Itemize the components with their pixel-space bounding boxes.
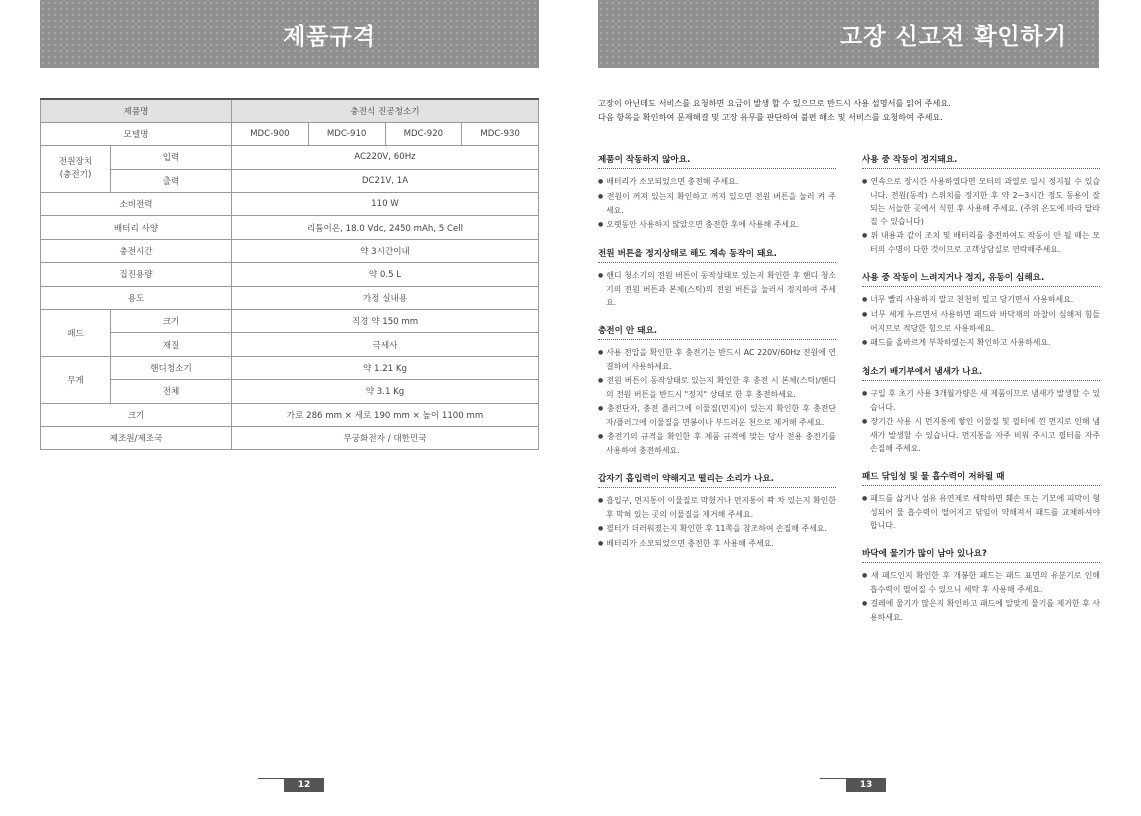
- table-row: [41, 216, 539, 239]
- list-item: ● 장기간 사용 시 먼지통에 쌓인 이물질 및 필터에 낀 먼지로 인해 냄새가 발생할 수 있습니다. 먼지통을 자주 비워 주시고 필터를 자주 손질해 주세요.: [862, 415, 1100, 455]
- pad-material-label: 재질: [111, 333, 232, 356]
- weight-handy-label: 핸디청소기: [111, 356, 232, 379]
- maker-value: 무궁화전자 / 대한민국: [232, 426, 539, 449]
- power-group-label: 전원장치 (충전기): [41, 146, 111, 193]
- list-item: ● 핸디 청소기의 전원 버튼이 동작상태로 있는지 확인한 후 핸디 청소기의 전원 버튼과 본체(스틱)의 전원 버튼을 눌러서 정지하여 주세요.: [598, 269, 836, 309]
- model-910: MDC-910: [308, 122, 385, 145]
- bullet-list: [862, 175, 1100, 256]
- output-label: 출력: [111, 169, 232, 192]
- troubleshoot-section: [862, 547, 1100, 624]
- section-heading: 청소기 배기부에서 냄새가 나요.: [862, 365, 1100, 381]
- troubleshoot-section: [598, 324, 836, 457]
- usage-value: 가정 실내용: [232, 286, 539, 309]
- table-row: [41, 146, 539, 169]
- size-label: 크기: [41, 403, 232, 426]
- battery-value: 리튬이온, 18.0 Vdc, 2450 mAh, 5 Cell: [232, 216, 539, 239]
- table-row: [41, 263, 539, 286]
- product-name-label: 제품명: [41, 99, 232, 122]
- spec-table: [40, 98, 539, 450]
- bullet-list: [862, 293, 1100, 350]
- troubleshoot-section: [598, 472, 836, 551]
- troubleshoot-section: [862, 470, 1100, 532]
- page-number: 13: [846, 778, 886, 792]
- troubleshoot-section: [598, 153, 836, 232]
- page-number-right: [820, 778, 886, 792]
- list-item: ● 배터리가 소모되었으면 충전해 주세요.: [598, 175, 836, 189]
- list-item: ● 너무 세게 누르면서 사용하면 패드와 바닥재의 마찰이 심해져 힘들어지므로 적당한 힘으로 사용하세요.: [862, 308, 1100, 335]
- power-consumption-value: 110 W: [232, 193, 539, 216]
- dust-capacity-value: 약 0.5 L: [232, 263, 539, 286]
- weight-total-label: 전체: [111, 380, 232, 403]
- intro-line: 다음 항목을 확인하여 문제해결 및 고장 유무를 판단하여 불편 해소 및 서비스를 요청하여 주세요.: [598, 112, 943, 122]
- table-row: [41, 310, 539, 333]
- pad-group-label: 패드: [41, 310, 111, 357]
- maker-label: 제조원/제조국: [41, 426, 232, 449]
- troubleshoot-title-banner: [598, 0, 1099, 68]
- table-row: [41, 356, 539, 379]
- list-item: ● 필터가 더러워졌는지 확인한 후 11쪽을 참조하여 손질해 주세요.: [598, 522, 836, 536]
- usage-label: 용도: [41, 286, 232, 309]
- section-heading: 제품이 작동하지 않아요.: [598, 153, 836, 169]
- section-heading: 갑자기 흡입력이 약해지고 떨리는 소리가 나요.: [598, 472, 836, 488]
- weight-total-value: 약 3.1 Kg: [232, 380, 539, 403]
- list-item: ● 흡입구, 먼지통이 이물질로 막혔거나 먼지통이 꽉 차 있는지 확인한 후 막혀 있는 곳의 이물질을 제거해 주세요.: [598, 494, 836, 521]
- model-930: MDC-930: [462, 122, 539, 145]
- pad-size-label: 크기: [111, 310, 232, 333]
- list-item: ● 너무 빨리 사용하지 말고 천천히 밀고 당기면서 사용하세요.: [862, 293, 1100, 307]
- list-item: ● 사용 전압을 확인한 후 충전기는 반드시 AC 220V/60Hz 전원에 연결하여 사용하세요.: [598, 346, 836, 373]
- list-item: ● 전원 버튼이 동작상태로 있는지 확인한 후 충전 시 본체(스틱)/핸디의 전원 버튼을 반드시 "정지" 상태로 한 후 충전하세요.: [598, 374, 836, 401]
- table-row: [41, 426, 539, 449]
- troubleshoot-section: [862, 153, 1100, 256]
- dust-capacity-label: 집진용량: [41, 263, 232, 286]
- bullet-list: [862, 492, 1100, 532]
- troubleshoot-column-right: [862, 153, 1100, 639]
- list-item: ● 위 내용과 같이 조치 및 배터리를 충전하여도 작동이 안 될 때는 모터의 수명이 다한 것이므로 고객상담실로 연락해주세요.: [862, 229, 1100, 256]
- charge-time-label: 충전시간: [41, 239, 232, 262]
- bullet-list: [862, 387, 1100, 455]
- intro-line: 고장이 아닌데도 서비스를 요청하면 요금이 발생 할 수 있으므로 반드시 사용 설명서를 읽어 주세요.: [598, 98, 951, 108]
- table-row: [41, 333, 539, 356]
- section-heading: 사용 중 작동이 느려지거나 정지, 유동이 심해요.: [862, 271, 1100, 287]
- input-label: 입력: [111, 146, 232, 169]
- troubleshoot-section: [598, 247, 836, 309]
- model-920: MDC-920: [385, 122, 462, 145]
- pad-material-value: 극세사: [232, 333, 539, 356]
- model-label: 모델명: [41, 122, 232, 145]
- list-item: ● 오랫동안 사용하지 않았으면 충전한 후에 사용해 주세요.: [598, 218, 836, 232]
- section-heading: 전원 버튼을 정지상태로 해도 계속 동작이 돼요.: [598, 247, 836, 263]
- troubleshoot-section: [862, 365, 1100, 455]
- intro-text: [598, 96, 1103, 124]
- section-heading: 사용 중 작동이 정지돼요.: [862, 153, 1100, 169]
- table-row: [41, 380, 539, 403]
- list-item: ● 충전기의 규격을 확인한 후 제품 규격에 맞는 당사 전용 충전기를 사용하여 충전하세요.: [598, 430, 836, 457]
- section-heading: 충전이 안 돼요.: [598, 324, 836, 340]
- bullet-list: [598, 269, 836, 309]
- table-row: [41, 286, 539, 309]
- section-heading: 패드 닦임성 및 물 흡수력이 저하될 때: [862, 470, 1100, 486]
- page-number-rule: [258, 778, 324, 779]
- battery-label: 배터리 사양: [41, 216, 232, 239]
- list-item: ● 패드를 삶거나 섬유 유연제로 세탁하면 훼손 또는 기모에 피막이 형성되어 물 흡수력이 떨어지고 닦임이 약해져서 패드를 교체하셔야 합니다.: [862, 492, 1100, 532]
- page-title: 고장 신고전 확인하기: [840, 23, 1067, 50]
- weight-group-label: 무게: [41, 356, 111, 403]
- input-value: AC220V, 60Hz: [232, 146, 539, 169]
- list-item: ● 구입 후 초기 사용 3개월가량은 새 제품이므로 냄새가 발생할 수 있습니다.: [862, 387, 1100, 414]
- bullet-list: [598, 494, 836, 551]
- bullet-list: [862, 569, 1100, 624]
- pad-size-value: 직경 약 150 mm: [232, 310, 539, 333]
- page-title: 제품규격: [283, 23, 376, 50]
- bullet-list: [598, 175, 836, 232]
- table-row: [41, 239, 539, 262]
- list-item: ● 걸레에 물기가 많은지 확인하고 패드에 알맞게 물기를 제거한 후 사용하세요.: [862, 597, 1100, 624]
- list-item: ● 연속으로 장시간 사용하였다면 모터의 과열로 일시 정지될 수 있습니다. 전원(동작) 스위치를 정지한 후 약 2~3시간 정도 동용이 잘되는 서늘한 곳에서 식힌 후 사용해 주세요. (주위 온도에 따라 달라질 수 있습니다): [862, 175, 1100, 228]
- table-row: [41, 403, 539, 426]
- table-row: [41, 193, 539, 216]
- list-item: ● 전원이 꺼져 있는지 확인하고 꺼져 있으면 전원 버튼을 눌러 켜 주세요.: [598, 190, 836, 217]
- list-item: ● 새 패드인지 확인한 후 개봉한 패드는 패드 표면의 유분기로 인해 흡수력이 떨어질 수 있으니 세탁 후 사용해 주세요.: [862, 569, 1100, 596]
- troubleshoot-section: [862, 271, 1100, 350]
- model-900: MDC-900: [232, 122, 309, 145]
- power-consumption-label: 소비전력: [41, 193, 232, 216]
- product-name-value: 충전식 진공청소기: [232, 99, 539, 122]
- table-row: [41, 99, 539, 122]
- page-number-left: [258, 778, 324, 792]
- charge-time-value: 약 3시간이내: [232, 239, 539, 262]
- output-value: DC21V, 1A: [232, 169, 539, 192]
- list-item: ● 배터리가 소모되었으면 충전한 후 사용해 주세요.: [598, 537, 836, 551]
- list-item: ● 패드를 올바르게 부착하였는지 확인하고 사용하세요.: [862, 336, 1100, 350]
- table-row: [41, 169, 539, 192]
- section-heading: 바닥에 물기가 많이 남아 있나요?: [862, 547, 1100, 563]
- list-item: ● 충전단자, 충전 플러그에 이물질(먼지)이 있는지 확인한 후 충전단자/플러그에 이물질을 면봉이나 부드러운 천으로 제거해 주세요.: [598, 402, 836, 429]
- spec-title-banner: [40, 0, 539, 68]
- table-row: [41, 122, 539, 145]
- size-value: 가로 286 mm × 세로 190 mm × 높이 1100 mm: [232, 403, 539, 426]
- page-number: 12: [284, 778, 324, 792]
- bullet-list: [598, 346, 836, 457]
- troubleshoot-column-left: [598, 153, 836, 566]
- weight-handy-value: 약 1.21 Kg: [232, 356, 539, 379]
- page-number-rule: [820, 778, 886, 779]
